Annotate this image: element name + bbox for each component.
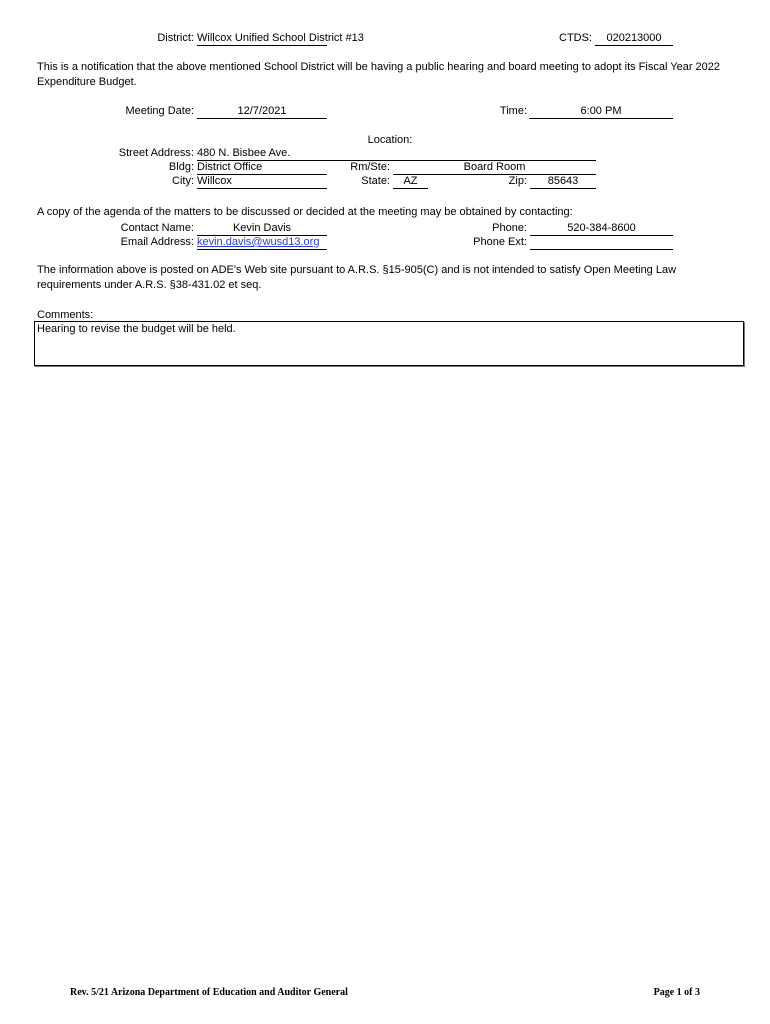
phone-ext-value <box>530 236 673 250</box>
ade-disclaimer: The information above is posted on ADE's Web site pursuant to A.R.S. §15-905(C) and is not intended to satisfy Open Meeting Law requirements under A.R.S. §38-431.02 et seq. <box>37 264 677 291</box>
bldg-value: District Office <box>197 161 327 175</box>
state-label: State: <box>361 175 390 187</box>
rmste-label: Rm/Ste: <box>350 161 390 173</box>
email-address-value[interactable] <box>197 236 327 250</box>
meeting-time-label: Time: <box>499 105 527 117</box>
agenda-contact-intro: A copy of the agenda of the matters to be discussed or decided at the meeting may be obtained by contacting: <box>37 206 573 218</box>
street-address-value: 480 N. Bisbee Ave. <box>197 147 596 161</box>
notice-text: This is a notification that the above mentioned School District will be having a public hearing and board meeting to adopt its Fiscal Year 2022 Expenditure Budget. <box>37 61 721 88</box>
city-label: City: <box>172 175 194 187</box>
contact-name-value: Kevin Davis <box>197 222 327 236</box>
footer-revision: Rev. 5/21 Arizona Department of Education and Auditor General <box>70 987 348 998</box>
phone-label: Phone: <box>492 222 527 234</box>
ctds-value: 020213000 <box>595 32 673 46</box>
meeting-date-label: Meeting Date: <box>125 105 194 117</box>
district-value: Willcox Unified School District #13 <box>197 32 364 44</box>
email-address-label: Email Address: <box>120 236 194 248</box>
location-heading: Location: <box>367 134 413 146</box>
street-address-label: Street Address: <box>118 147 194 159</box>
phone-ext-label: Phone Ext: <box>473 236 527 248</box>
phone-value: 520-384-8600 <box>530 222 673 236</box>
meeting-date-value: 12/7/2021 <box>197 105 327 119</box>
comments-box <box>34 321 744 366</box>
bldg-label: Bldg: <box>168 161 194 173</box>
state-value: AZ <box>393 175 428 189</box>
email-link[interactable]: kevin.davis@wusd13.org <box>197 236 320 248</box>
footer-page-number: Page 1 of 3 <box>653 987 700 998</box>
contact-name-label: Contact Name: <box>120 222 194 234</box>
comments-label: Comments: <box>37 309 94 321</box>
comments-text: Hearing to revise the budget will be held. <box>37 323 236 335</box>
ctds-label: CTDS: <box>559 32 592 44</box>
meeting-time-value: 6:00 PM <box>529 105 673 119</box>
zip-label: Zip: <box>508 175 527 187</box>
city-value: Willcox <box>197 175 327 189</box>
rmste-value: Board Room <box>393 161 596 175</box>
district-label: District: <box>157 32 194 44</box>
zip-value: 85643 <box>530 175 596 189</box>
